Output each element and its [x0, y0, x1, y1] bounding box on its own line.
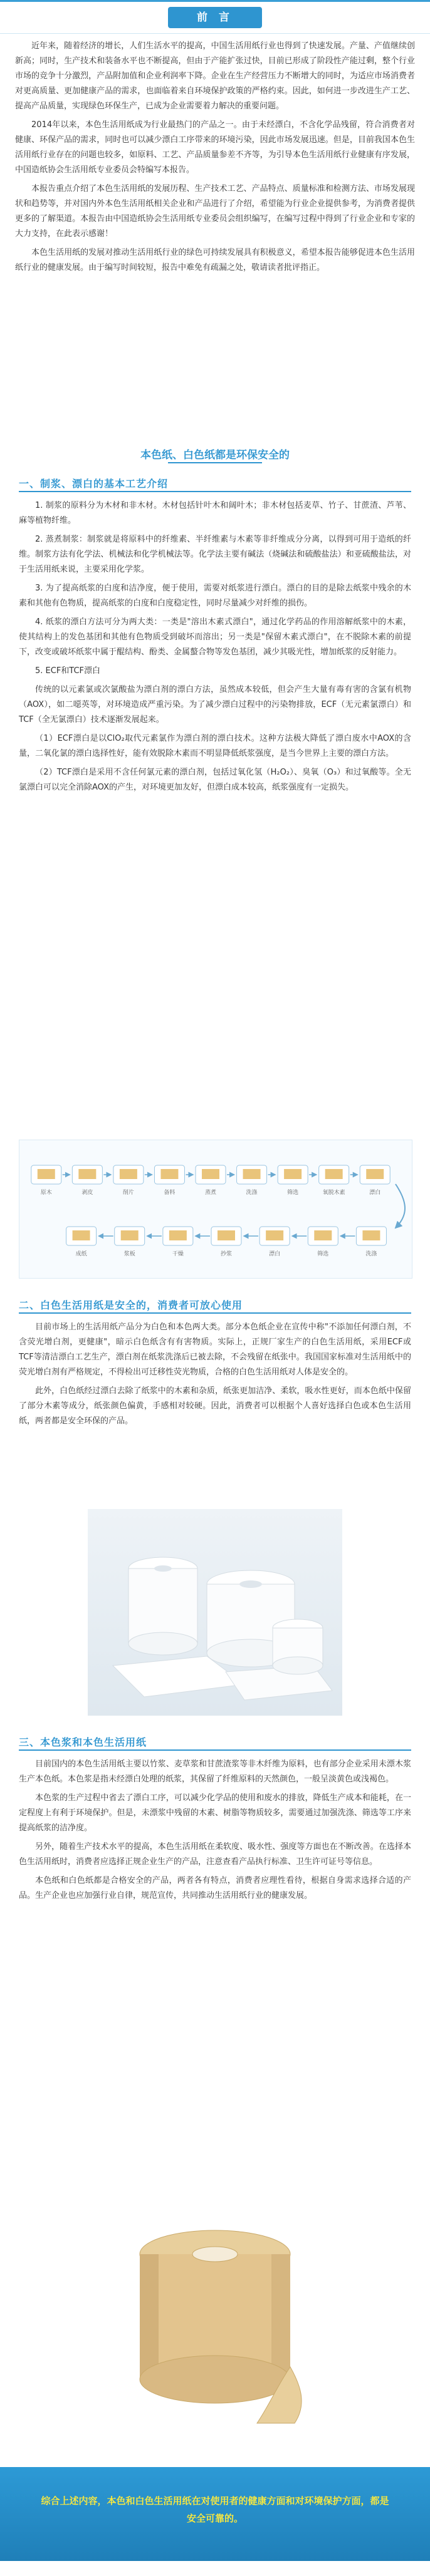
flow-step-icon — [160, 1169, 178, 1179]
intro-paragraph: 本报告重点介绍了本色生活用纸的发展历程、生产技术工艺、产品特点、质量标准和检测方法、市场发展现状和趋势等，并对国内外本色生活用纸相关企业和产品进行了介绍，希望能为行业企业提供参考，为消费者提供更多的了解渠道。本报告由中国造纸协会生活用纸专业委员会组织编写，在编写过程中得到了行业企业和专家的大力支持，在此表示感谢！ — [15, 184, 415, 239]
flow-step-icon — [73, 1230, 90, 1240]
flow-step-icon — [78, 1169, 96, 1179]
flow-step-label: 漂白 — [369, 1190, 381, 1196]
flow-step-label: 筛选 — [287, 1190, 299, 1196]
process-flow-diagram — [19, 1140, 412, 1279]
flow-step-label: 成纸 — [75, 1251, 87, 1257]
flow-step-label: 洗涤 — [365, 1251, 377, 1257]
section1-paragraph: 3. 为了提高纸浆的白度和洁净度，便于使用，需要对纸浆进行漂白。漂白的目的是除去纸浆中残余的木素和其他有色物质，提高纸浆的白度和白度稳定性，同时尽量减少对纤维的损伤。 — [19, 584, 411, 608]
footer-banner — [0, 2467, 430, 2561]
section1-paragraph: （1）ECF漂白是以ClO₂取代元素氯作为漂白剂的漂白技术。这种方法极大降低了漂白废水中AOX的含量，二氧化氯的漂白选择性好，能有效脱除木素而不明显降低纸浆强度，是当今世界上主要的漂白方法。 — [19, 734, 411, 758]
section1-divider — [19, 491, 411, 492]
flow-step-label: 浆板 — [123, 1251, 135, 1257]
intro-paragraph: 近年来，随着经济的增长，人们生活水平的提高，中国生活用纸行业也得到了快速发展。产量、产值继续创新高；同时，生产技术和装备水平也不断提高，但由于产能扩张过快，目前已形成了阶段性产能过剩，整个行业市场的竞争十分激烈，产品附加值和企业利润率下降。企业在生产经营压力不断增大的同时，为适应市场消费者对更高质量、更加健康产品的需求，也面临着来自环境保护政策的严格约束。因此，如何进一步改进生产工艺、提高产品质量，实现绿色环保生产，已成为企业需要着力解决的重要问题。 — [15, 41, 415, 111]
caption-underline — [168, 462, 262, 463]
flow-step-icon — [266, 1230, 283, 1240]
section1-paragraph: 传统的以元素氯或次氯酸盐为漂白剂的漂白方法，虽然成本较低，但会产生大量有毒有害的含氯有机物（AOX），如二噁英等，对环境造成严重污染。为了减少漂白过程中的污染物排放，ECF（无元素氯漂白）和TCF（全无氯漂白）技术逐渐发展起来。 — [19, 685, 411, 724]
header-band — [0, 0, 430, 34]
section3-paragraph: 本色纸和白色纸都是合格安全的产品，两者各有特点，消费者应理性看待，根据自身需求选择合适的产品。生产企业也应加强行业自律，规范宣传，共同推动生活用纸行业的健康发展。 — [19, 1876, 411, 1900]
section2-title: 二、白色生活用纸是安全的，消费者可放心使用 — [19, 1299, 243, 1311]
process-flow-svg — [19, 1140, 412, 1278]
flow-step-icon — [366, 1169, 384, 1179]
flow-step-icon — [38, 1169, 55, 1179]
white-tissue-products-image — [88, 1509, 342, 1716]
section3-title: 三、本色浆和本色生活用纸 — [19, 1736, 147, 1748]
flow-step-icon — [120, 1169, 137, 1179]
intro-paragraph: 本色生活用纸的发展对推动生活用纸行业的绿色可持续发展具有积极意义，希望本报告能够促进本色生活用纸行业的健康发展。由于编写时间较短，报告中难免有疏漏之处，敬请读者批评指正。 — [15, 248, 415, 272]
flow-step-icon — [169, 1230, 187, 1240]
flow-step-icon — [243, 1169, 261, 1179]
flow-step-icon — [362, 1230, 380, 1240]
section3-paragraph: 本色浆的生产过程中省去了漂白工序，可以减少化学品的使用和废水的排放，降低生产成本和能耗，在一定程度上有利于环境保护。但是，未漂浆中残留的木素、树脂等物质较多，需要通过加强洗涤、筛选等工序来提高纸浆的洁净度。 — [19, 1793, 411, 1833]
natural-color-tissue-image — [107, 2210, 323, 2436]
flow-step-label: 洗涤 — [246, 1190, 258, 1196]
section1-paragraph: 4. 纸浆的漂白方法可分为两大类：一类是"溶出木素式漂白"，通过化学药品的作用溶解纸浆中的木素，使其结构上的发色基团和其他有色物质受到破坏而溶出；另一类是"保留木素式漂白"，在不脱除木素的前提下，改变或破坏纸浆中属于醌结构、酚类、金属螯合物等发色基团，减少其吸光性，增加纸浆的反射能力。 — [19, 617, 411, 657]
natural-tissue-illustration — [107, 2210, 323, 2436]
section1-paragraph: 2. 蒸煮制浆：制浆就是将原料中的纤维素、半纤维素与木素等非纤维成分分离，以得到可用于造纸的纤维。制浆方法有化学法、机械法和化学机械法等。化学法主要有碱法（烧碱法和硫酸盐法）和亚硫酸盐法，对于生活用纸来说，主要采用化学浆。 — [19, 535, 411, 574]
flow-step-label: 削片 — [122, 1190, 134, 1196]
footer-text: 综合上述内容，本色和白色生活用纸在对使用者的健康方面和对环境保护方面，都是安全可靠的。 — [41, 2495, 389, 2524]
intro-caption: 本色纸、白色纸都是环保安全的 — [140, 449, 290, 461]
section1-paragraph: （2）TCF漂白是采用不含任何氯元素的漂白剂，包括过氧化氢（H₂O₂）、臭氧（O₃）和过氧酸等。全无氯漂白可以完全消除AOX的产生，对环境更加友好，但漂白成本较高，纸浆强度有一定损失。 — [19, 768, 411, 792]
flow-step-label: 抄浆 — [220, 1251, 233, 1257]
section1-paragraph: 1. 制浆的原料分为木材和非木材。木材包括针叶木和阔叶木；非木材包括麦草、竹子、甘蔗渣、芦苇、麻等植物纤维。 — [19, 501, 411, 525]
intro-section — [15, 39, 415, 279]
flow-step-label: 干燥 — [172, 1251, 184, 1257]
intro-paragraph: 2014年以来，本色生活用纸成为行业最热门的产品之一。由于未经漂白，不含化学品残留，符合消费者对健康、环保产品的需求，同时也可以减少漂白工序带来的环境污染，因此市场发展迅速。但是，目前我国本色生活用纸行业存在的问题也较多，如原料、工艺、产品质量参差不齐等，为引导本色生活用纸行业健康有序发展，中国造纸协会生活用纸专业委员会特编写本报告。 — [15, 120, 415, 175]
section3-body — [19, 1757, 411, 1907]
flow-step-label: 筛选 — [317, 1251, 329, 1257]
section3-paragraph: 另外，随着生产技术水平的提高，本色生活用纸在柔软度、吸水性、强度等方面也在不断改善。在选择本色生活用纸时，消费者应选择正规企业生产的产品，注意查看产品执行标准、卫生许可证号等信息。 — [19, 1842, 411, 1867]
section2-paragraph: 目前市场上的生活用纸产品分为白色和本色两大类。部分本色纸企业在宣传中称"不添加任何漂白剂，不含荧光增白剂，更健康"，暗示白色纸含有有害物质。实际上，正规厂家生产的白色生活用纸，采用ECF或TCF等清洁漂白工艺生产，漂白剂在纸浆洗涤后已被去除，不会残留在纸张中。我国国家标准对生活用纸中的荧光增白剂有严格规定，不得检出可迁移性荧光物质，合格的白色生活用纸对人体是安全的。 — [19, 1322, 411, 1377]
flow-step-label: 漂白 — [269, 1251, 281, 1257]
flow-step-icon — [325, 1169, 343, 1179]
section2-paragraph: 此外，白色纸经过漂白去除了纸浆中的木素和杂质，纸张更加洁净、柔软，吸水性更好，而本色纸中保留了部分木素等成分，纸张颜色偏黄，手感相对较硬。因此，消费者可以根据个人喜好选择白色或本色生活用纸，两者都是安全环保的产品。 — [19, 1386, 411, 1426]
flow-step-label: 剥皮 — [81, 1190, 93, 1196]
flow-step-label: 氧脱木素 — [322, 1190, 345, 1196]
section3-paragraph: 目前国内的本色生活用纸主要以竹浆、麦草浆和甘蔗渣浆等非木纤维为原料，也有部分企业采用未漂木浆生产本色纸。本色浆是指未经漂白处理的纸浆，其保留了纤维原料的天然颜色，一般呈淡黄色或浅褐色。 — [19, 1759, 411, 1784]
section2-divider — [19, 1312, 411, 1314]
flow-step-icon — [121, 1230, 139, 1240]
flow-step-label: 蒸煮 — [204, 1190, 217, 1196]
section3-divider — [19, 1749, 411, 1751]
flow-step-icon — [218, 1230, 235, 1240]
section1-body — [19, 498, 411, 799]
flow-step-label: 备料 — [164, 1190, 176, 1196]
header-title: 前 言 — [168, 7, 262, 28]
flow-turn-arrow — [396, 1184, 405, 1228]
section1-paragraph: 5. ECF和TCF漂白 — [35, 666, 101, 676]
flow-step-icon — [202, 1169, 219, 1179]
flow-row-bottom — [66, 1227, 387, 1257]
section1-title: 一、制浆、漂白的基本工艺介绍 — [19, 478, 169, 490]
flow-step-icon — [284, 1169, 302, 1179]
white-tissue-illustration — [88, 1509, 342, 1716]
flow-row-top — [31, 1165, 390, 1196]
flow-step-icon — [314, 1230, 332, 1240]
flow-step-label: 原木 — [40, 1190, 52, 1196]
section2-body — [19, 1320, 411, 1433]
